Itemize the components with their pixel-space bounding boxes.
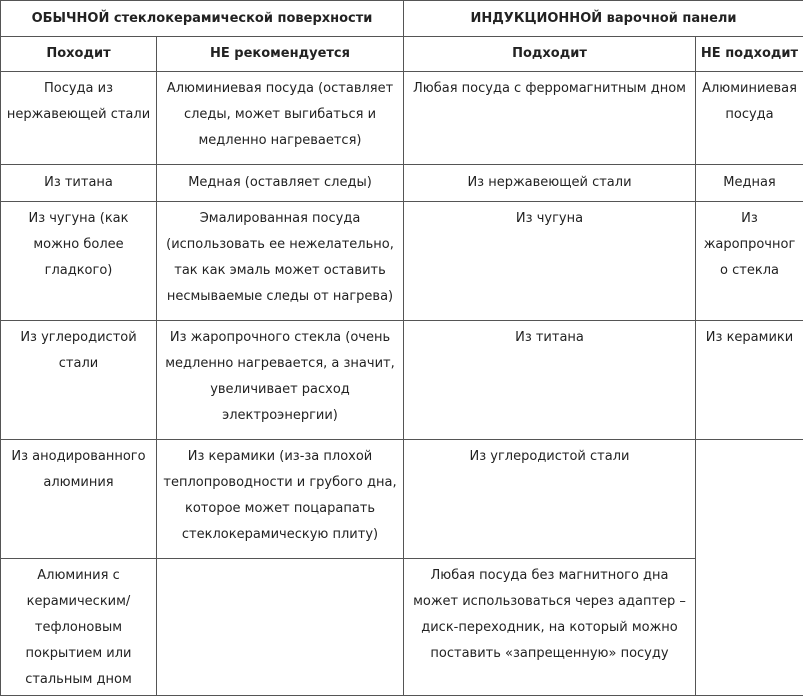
- ceramic-suitable-cell: Алюминия с керамическим/ тефлоновым покрытием или стальным дном: [1, 559, 157, 696]
- column-header-row: [1, 37, 803, 72]
- ceramic-not-recommended-cell: Из керамики (из-за плохой теплопроводности и грубого дна, которое может поцарапать стеклокерамическую плиту): [157, 440, 404, 559]
- induction-not-suitable-cell: [696, 440, 803, 696]
- induction-not-suitable-cell: Алюминиевая посуда: [696, 72, 803, 165]
- induction-suitable-cell: Из титана: [404, 321, 696, 440]
- ceramic-not-recommended-cell: Медная (оставляет следы): [157, 165, 404, 202]
- table-row: [1, 440, 803, 559]
- induction-group-header: ИНДУКЦИОННОЙ варочной панели: [404, 1, 803, 37]
- ceramic-suitable-cell: Из анодированного алюминия: [1, 440, 157, 559]
- induction-not-suitable-cell: Из жаропрочного стекла: [696, 202, 803, 321]
- ceramic-suitable-cell: Из титана: [1, 165, 157, 202]
- induction-suitable-cell: Из чугуна: [404, 202, 696, 321]
- ceramic-suitable-cell: Из чугуна (как можно более гладкого): [1, 202, 157, 321]
- induction-suitable-cell: Любая посуда без магнитного дна может использоваться через адаптер – диск-переходник, на который можно поставить «запрещенную» посуду: [404, 559, 696, 696]
- ceramic-not-recommended-header: НЕ рекомендуется: [157, 37, 404, 72]
- induction-not-suitable-cell: Из керамики: [696, 321, 803, 440]
- induction-suitable-cell: Любая посуда с ферромагнитным дном: [404, 72, 696, 165]
- ceramic-suitable-cell: Посуда из нержавеющей стали: [1, 72, 157, 165]
- table-row: [1, 202, 803, 321]
- ceramic-suitable-header: Походит: [1, 37, 157, 72]
- induction-suitable-cell: Из углеродистой стали: [404, 440, 696, 559]
- table-row: [1, 165, 803, 202]
- table-row: [1, 321, 803, 440]
- ceramic-group-header: ОБЫЧНОЙ стеклокерамической поверхности: [1, 1, 404, 37]
- table-row: [1, 72, 803, 165]
- group-header-row: [1, 1, 803, 37]
- ceramic-suitable-cell: Из углеродистой стали: [1, 321, 157, 440]
- induction-suitable-header: Подходит: [404, 37, 696, 72]
- ceramic-not-recommended-cell: Из жаропрочного стекла (очень медленно нагревается, а значит, увеличивает расход электроэнергии): [157, 321, 404, 440]
- induction-suitable-cell: Из нержавеющей стали: [404, 165, 696, 202]
- ceramic-not-recommended-cell: Эмалированная посуда (использовать ее нежелательно, так как эмаль может оставить несмываемые следы от нагрева): [157, 202, 404, 321]
- ceramic-not-recommended-cell: Алюминиевая посуда (оставляет следы, может выгибаться и медленно нагревается): [157, 72, 404, 165]
- induction-not-suitable-cell: Медная: [696, 165, 803, 202]
- induction-not-suitable-header: НЕ подходит: [696, 37, 803, 72]
